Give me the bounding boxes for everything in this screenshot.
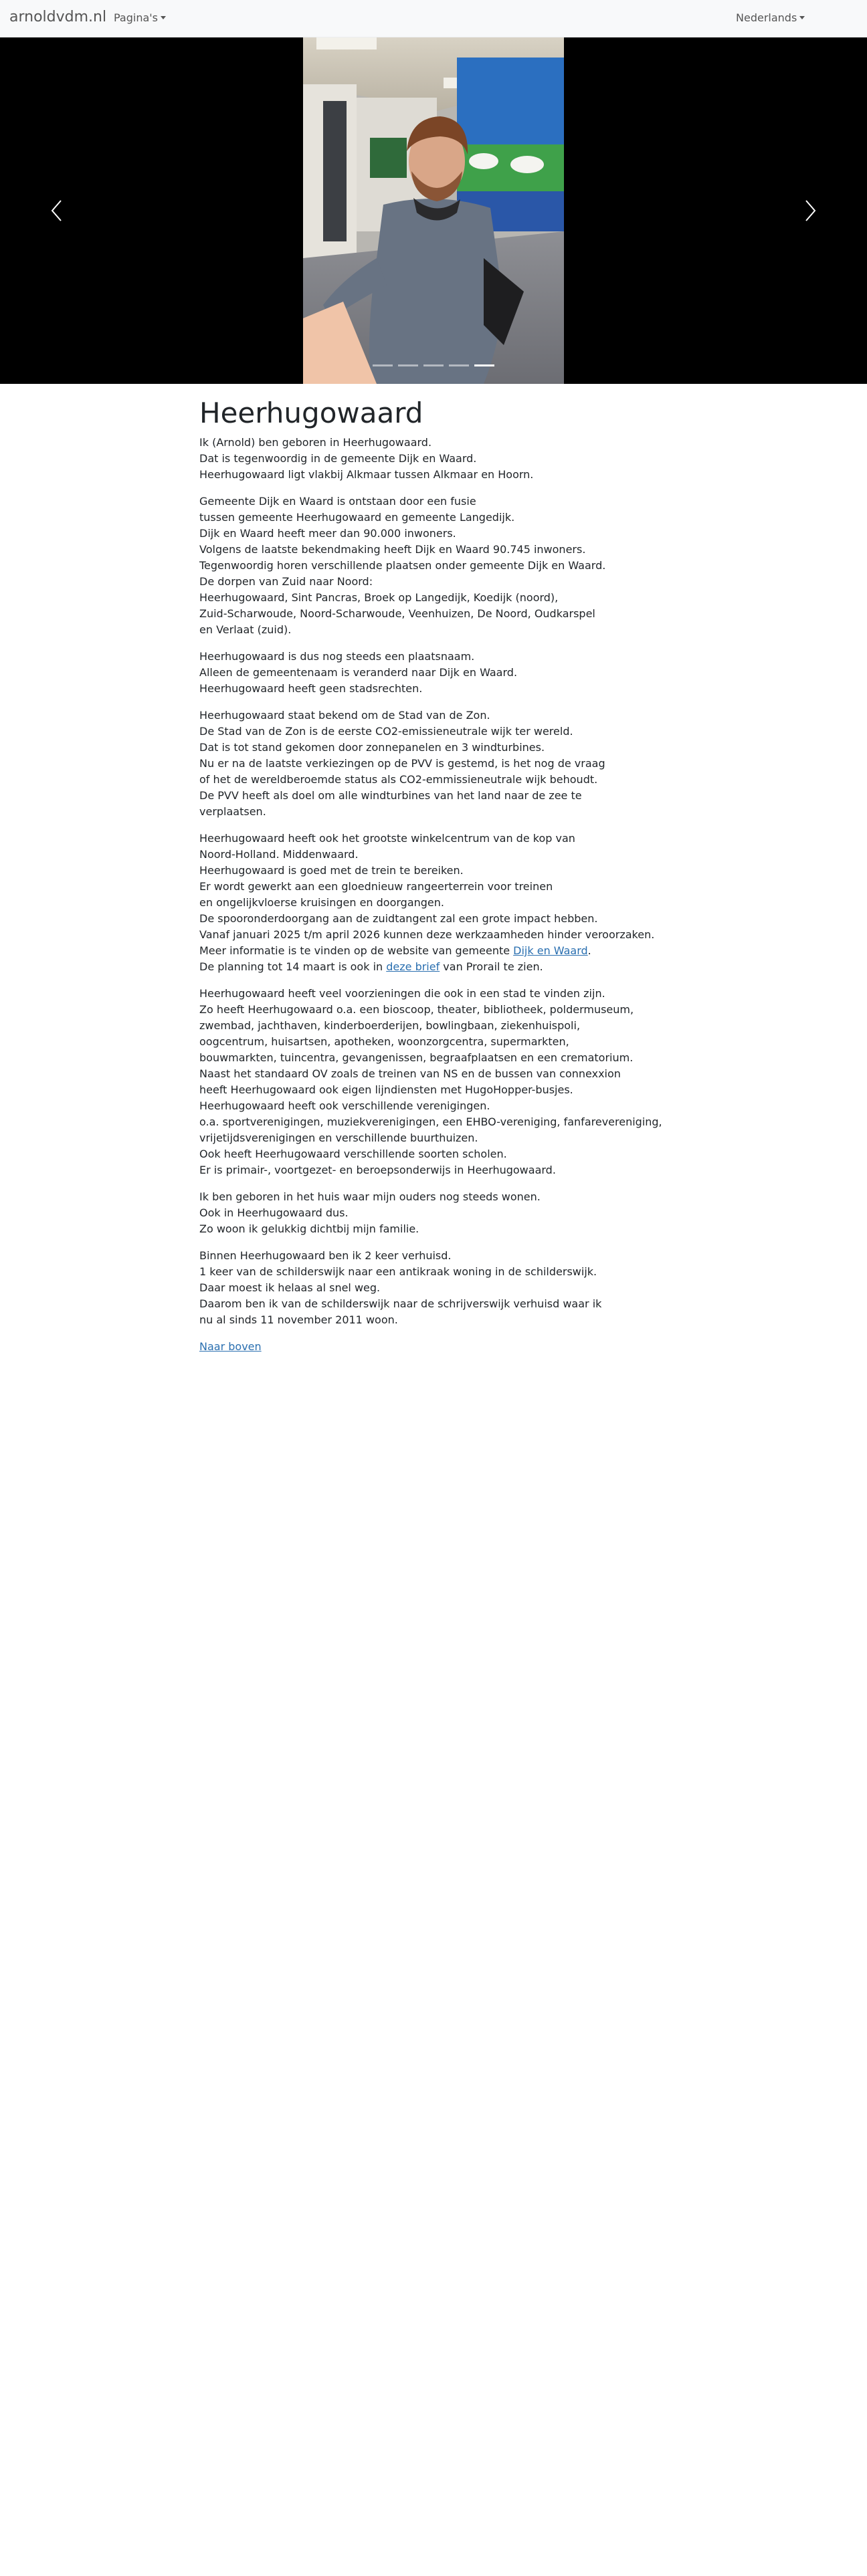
- carousel-indicator[interactable]: [423, 364, 444, 366]
- back-to-top-wrapper: [199, 1339, 668, 1355]
- text-line: Dat is tegenwoordig in de gemeente Dijk en Waard.: [199, 452, 477, 465]
- person-photo-illustration: [303, 37, 564, 384]
- text-line: Heerhugowaard heeft ook verschillende verenigingen.: [199, 1099, 490, 1112]
- carousel-indicator[interactable]: [398, 364, 418, 366]
- text-line: Dat is tot stand gekomen door zonnepanelen en 3 windturbines.: [199, 741, 545, 754]
- text-line: heeft Heerhugowaard ook eigen lijndiensten met HugoHopper-busjes.: [199, 1083, 573, 1096]
- text-line: De dorpen van Zuid naar Noord:: [199, 575, 373, 588]
- text-line: Vanaf januari 2025 t/m april 2026 kunnen deze werkzaamheden hinder veroorzaken.: [199, 928, 655, 941]
- brand-link[interactable]: arnoldvdm.nl: [9, 9, 107, 25]
- text-line: Heerhugowaard, Sint Pancras, Broek op Langedijk, Koedijk (noord),: [199, 591, 559, 604]
- pages-dropdown-toggle[interactable]: [114, 11, 166, 24]
- text-line: Heerhugowaard heeft geen stadsrechten.: [199, 682, 423, 695]
- text-line: Alleen de gemeentenaam is veranderd naar Dijk en Waard.: [199, 666, 518, 679]
- chevron-right-icon: [803, 199, 817, 222]
- text-fragment: De planning tot 14 maart is ook in: [199, 960, 387, 973]
- text-line: Zo woon ik gelukkig dichtbij mijn familie.: [199, 1222, 419, 1235]
- carousel-indicator[interactable]: [373, 364, 393, 366]
- text-line: Zuid-Scharwoude, Noord-Scharwoude, Veenhuizen, De Noord, Oudkarspel: [199, 607, 595, 620]
- text-line: Tegenwoordig horen verschillende plaatsen onder gemeente Dijk en Waard.: [199, 559, 606, 572]
- carousel-slide-photo: [303, 37, 564, 384]
- text-line: Heerhugowaard heeft veel voorzieningen die ook in een stad te vinden zijn.: [199, 987, 605, 1000]
- main-content: [199, 396, 668, 1366]
- text-fragment: .: [587, 944, 591, 957]
- text-line: Volgens de laatste bekendmaking heeft Dijk en Waard 90.745 inwoners.: [199, 543, 586, 556]
- text-line: en Verlaat (zuid).: [199, 623, 292, 636]
- text-line: verplaatsen.: [199, 805, 266, 818]
- text-line: Heerhugowaard is goed met de trein te bereiken.: [199, 864, 464, 877]
- text-line: Heerhugowaard ligt vlakbij Alkmaar tussen Alkmaar en Hoorn.: [199, 468, 534, 481]
- text-line: Dijk en Waard heeft meer dan 90.000 inwoners.: [199, 527, 456, 540]
- paragraph-municipality: [199, 494, 668, 638]
- paragraph-facilities: [199, 986, 668, 1178]
- carousel-prev-button[interactable]: [0, 37, 114, 384]
- text-line: De PVV heeft als doel om alle windturbines van het land naar de zee te: [199, 789, 582, 802]
- text-line: Nu er na de laatste verkiezingen op de PVV is gestemd, is het nog de vraag: [199, 757, 605, 770]
- text-line: Binnen Heerhugowaard ben ik 2 keer verhuisd.: [199, 1249, 452, 1262]
- text-line: De Stad van de Zon is de eerste CO2-emissieneutrale wijk ter wereld.: [199, 725, 573, 738]
- carousel-indicator[interactable]: [449, 364, 469, 366]
- paragraph-family: [199, 1189, 668, 1237]
- text-line: of het de wereldberoemde status als CO2-emmissieneutrale wijk behoudt.: [199, 773, 598, 786]
- text-line: Daar moest ik helaas al snel weg.: [199, 1281, 381, 1294]
- text-line: o.a. sportverenigingen, muziekverenigingen, een EHBO-vereniging, fanfarevereniging,: [199, 1115, 662, 1128]
- text-fragment: van Prorail te zien.: [440, 960, 543, 973]
- text-line: zwembad, jachthaven, kinderboerderijen, bowlingbaan, ziekenhuispoli,: [199, 1019, 581, 1032]
- caret-down-icon: [799, 16, 805, 19]
- paragraph-placename: [199, 649, 668, 697]
- text-line: bouwmarkten, tuincentra, gevangenissen, begraafplaatsen en een crematorium.: [199, 1051, 634, 1064]
- text-line: vrijetijdsverenigingen en verschillende buurthuizen.: [199, 1132, 478, 1144]
- text-line: [199, 943, 668, 959]
- text-line: Ik (Arnold) ben geboren in Heerhugowaard.: [199, 436, 432, 449]
- text-line: Gemeente Dijk en Waard is ontstaan door een fusie: [199, 495, 476, 508]
- text-line: tussen gemeente Heerhugowaard en gemeente Langedijk.: [199, 511, 515, 524]
- text-line: nu al sinds 11 november 2011 woon.: [199, 1313, 398, 1326]
- language-dropdown-toggle[interactable]: [736, 11, 805, 24]
- prorail-letter-link[interactable]: deze brief: [386, 960, 440, 973]
- paragraph-moving: [199, 1248, 668, 1328]
- pages-dropdown-label: Pagina's: [114, 11, 159, 24]
- photo-carousel: [0, 37, 867, 384]
- carousel-indicators: [0, 364, 867, 366]
- text-line: De spooronderdoorgang aan de zuidtangent zal een grote impact hebben.: [199, 912, 598, 925]
- text-line: Heerhugowaard staat bekend om de Stad van de Zon.: [199, 709, 490, 722]
- text-line: Heerhugowaard is dus nog steeds een plaatsnaam.: [199, 650, 475, 663]
- text-line: oogcentrum, huisartsen, apotheken, woonzorgcentra, supermarkten,: [199, 1035, 569, 1048]
- text-line: Ik ben geboren in het huis waar mijn ouders nog steeds wonen.: [199, 1190, 541, 1203]
- carousel-indicator-active[interactable]: [474, 364, 494, 366]
- back-to-top-link[interactable]: Naar boven: [199, 1340, 262, 1353]
- text-line: Ook heeft Heerhugowaard verschillende soorten scholen.: [199, 1148, 507, 1160]
- text-line: Heerhugowaard heeft ook het grootste winkelcentrum van de kop van: [199, 832, 575, 845]
- text-line: en ongelijkvloerse kruisingen en doorgangen.: [199, 896, 444, 909]
- paragraph-birth: [199, 435, 668, 483]
- text-line: Noord-Holland. Middenwaard.: [199, 848, 359, 861]
- text-line: Zo heeft Heerhugowaard o.a. een bioscoop, theater, bibliotheek, poldermuseum,: [199, 1003, 634, 1016]
- text-line: Ook in Heerhugowaard dus.: [199, 1206, 349, 1219]
- navbar: [0, 0, 867, 37]
- text-line: Er is primair-, voortgezet- en beroepsonderwijs in Heerhugowaard.: [199, 1164, 556, 1176]
- dijk-en-waard-link[interactable]: Dijk en Waard: [513, 944, 588, 957]
- text-line: Daarom ben ik van de schilderswijk naar de schrijverswijk verhuisd waar ik: [199, 1297, 602, 1310]
- language-dropdown-label: Nederlands: [736, 11, 797, 24]
- carousel-next-button[interactable]: [753, 37, 867, 384]
- text-line: Er wordt gewerkt aan een gloednieuw rangeerterrein voor treinen: [199, 880, 553, 893]
- paragraph-city-of-sun: [199, 708, 668, 820]
- text-line: 1 keer van de schilderswijk naar een antikraak woning in de schilderswijk.: [199, 1265, 597, 1278]
- text-line: [199, 959, 668, 975]
- text-fragment: Meer informatie is te vinden op de website van gemeente: [199, 944, 514, 957]
- text-line: Naast het standaard OV zoals de treinen van NS en de bussen van connexxion: [199, 1067, 621, 1080]
- chevron-left-icon: [50, 199, 64, 222]
- page-title: Heerhugowaard: [199, 397, 423, 429]
- caret-down-icon: [161, 16, 166, 19]
- paragraph-shopping-train: [199, 831, 668, 975]
